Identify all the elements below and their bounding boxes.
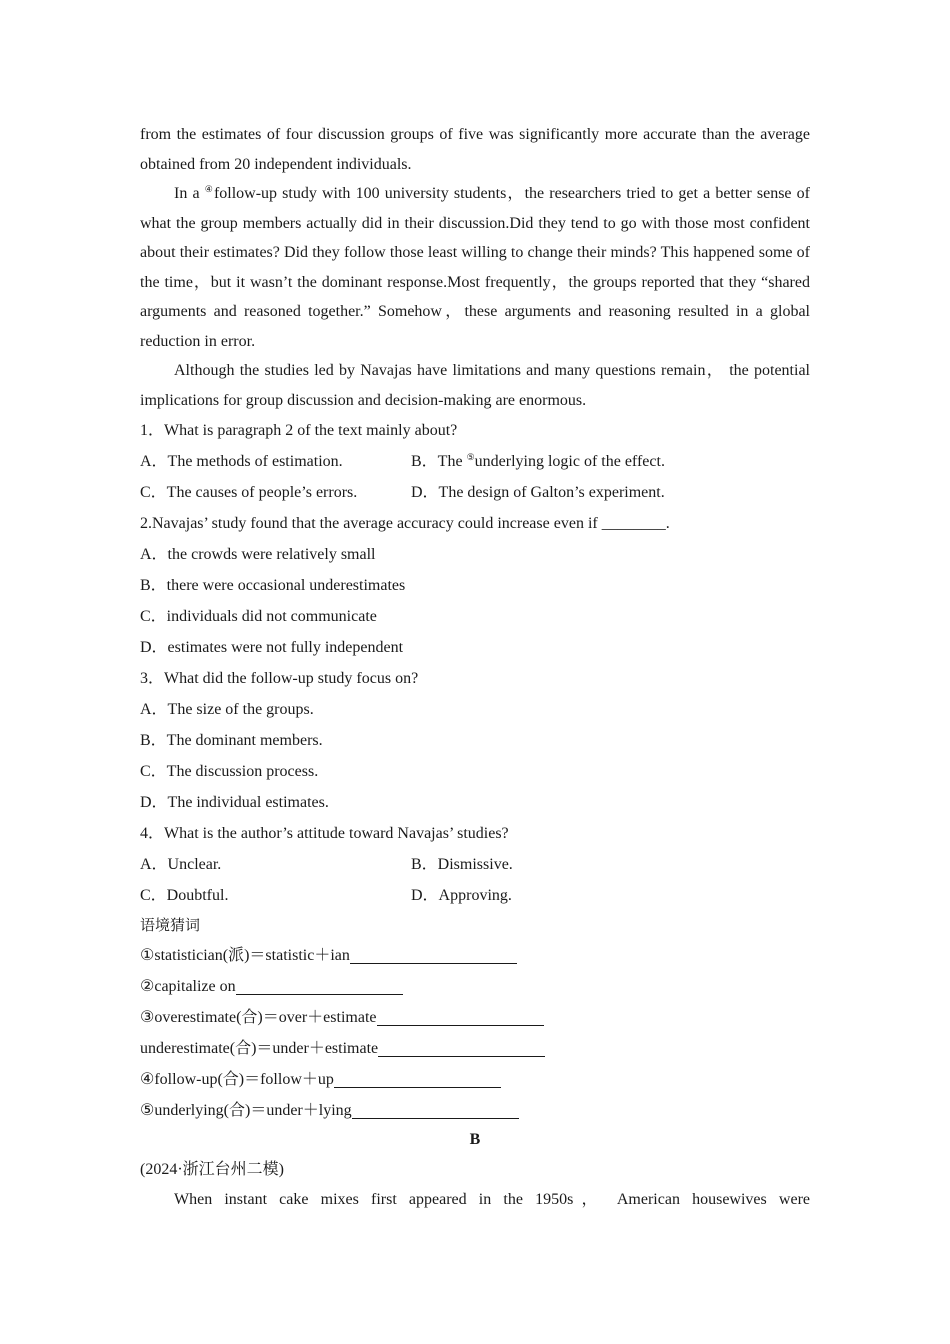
answer-blank[interactable] — [377, 1007, 544, 1026]
question-1-option-a: A．The methods of estimation. — [140, 453, 343, 470]
question-1-option-d: D．The design of Galton’s experiment. — [411, 484, 665, 501]
section-b-source: (2024·浙江台州二模) — [140, 1161, 284, 1178]
vocab-item: ④follow-up(合)＝follow＋up — [140, 1064, 810, 1095]
question-2-option-b: B．there were occasional underestimates — [140, 577, 406, 594]
vocab-item: ③overestimate(合)＝over＋estimate — [140, 1002, 810, 1033]
passage-paragraph-1-continued: from the estimates of four discussion groups of five was significantly more accurate than the average obtained from 20 independent individuals. — [140, 126, 810, 173]
question-3-stem: 3．What did the follow-up study focus on? — [140, 670, 419, 687]
paragraph-2-text: follow-up study with 100 university students，the researchers tried to get a better sense of what the group members actually did in their discussion.Did they tend to go with those most confident about their estimates? Did they follow those least willing to change their minds? This happened some of the time，but it wasn’t the dominant response.Most frequently，the groups reported that they “shared arguments and reasoned together.” Somehow，these arguments and reasoning resulted in a global reduction in error. — [140, 185, 811, 350]
footnote-marker-4: ④ — [204, 184, 214, 194]
question-4-option-d: D．Approving. — [411, 887, 512, 904]
question-3-option-d: D．The individual estimates. — [140, 794, 329, 811]
question-3-option-c: C．The discussion process. — [140, 763, 319, 780]
vocab-item: ①statistician(派)＝statistic＋ian — [140, 940, 810, 971]
answer-blank[interactable] — [350, 945, 517, 964]
question-3 — [140, 663, 810, 818]
question-3-option-b: B．The dominant members. — [140, 732, 323, 749]
answer-blank[interactable] — [378, 1038, 545, 1057]
question-1-option-c: C．The causes of people’s errors. — [140, 484, 358, 501]
question-3-option-a: A．The size of the groups. — [140, 701, 314, 718]
question-1-options-row-2 — [140, 477, 810, 508]
option-b-text: underlying logic of the effect. — [474, 453, 665, 470]
question-4-option-c: C．Doubtful. — [140, 887, 229, 904]
question-2-option-c: C．individuals did not communicate — [140, 608, 377, 625]
question-1-stem: 1．What is paragraph 2 of the text mainly about? — [140, 422, 458, 439]
paragraph-2-lead: In a — [174, 185, 205, 202]
section-b-first-line: When instant cake mixes first appeared in the 1950s， American housewives were — [174, 1191, 810, 1208]
question-2 — [140, 508, 810, 663]
section-b-title: B — [469, 1131, 481, 1148]
question-1-option-b — [411, 446, 665, 477]
option-b-prefix: B．The — [411, 453, 467, 470]
vocab-item: ②capitalize on — [140, 971, 810, 1002]
vocab-item: ⑤underlying(合)＝under＋lying — [140, 1095, 810, 1126]
vocab-heading: 语境猜词 — [140, 916, 201, 934]
question-4 — [140, 818, 810, 911]
document-content — [140, 120, 810, 1215]
question-4-options-row-2 — [140, 880, 810, 911]
question-2-option-d: D．estimates were not fully independent — [140, 639, 404, 656]
answer-blank[interactable] — [352, 1100, 519, 1119]
passage-paragraph-2 — [140, 179, 810, 356]
answer-blank[interactable] — [334, 1069, 501, 1088]
question-2-stem: 2.Navajas’ study found that the average accuracy could increase even if ________. — [140, 515, 670, 532]
question-1-options-row-1 — [140, 446, 810, 477]
vocab-section — [140, 911, 810, 1126]
question-4-option-b: B．Dismissive. — [411, 856, 513, 873]
footnote-marker-5: ⑤ — [466, 452, 475, 462]
question-1 — [140, 415, 810, 508]
question-4-options-row-1 — [140, 849, 810, 880]
answer-blank[interactable] — [236, 976, 403, 995]
question-4-stem: 4．What is the author’s attitude toward Navajas’ studies? — [140, 825, 509, 842]
question-4-option-a: A．Unclear. — [140, 856, 222, 873]
passage-paragraph-3: Although the studies led by Navajas have limitations and many questions remain， the potential implications for group discussion and decision-making are enormous. — [140, 362, 810, 409]
question-2-option-a: A．the crowds were relatively small — [140, 546, 376, 563]
vocab-item: underestimate(合)＝under＋estimate — [140, 1033, 810, 1064]
